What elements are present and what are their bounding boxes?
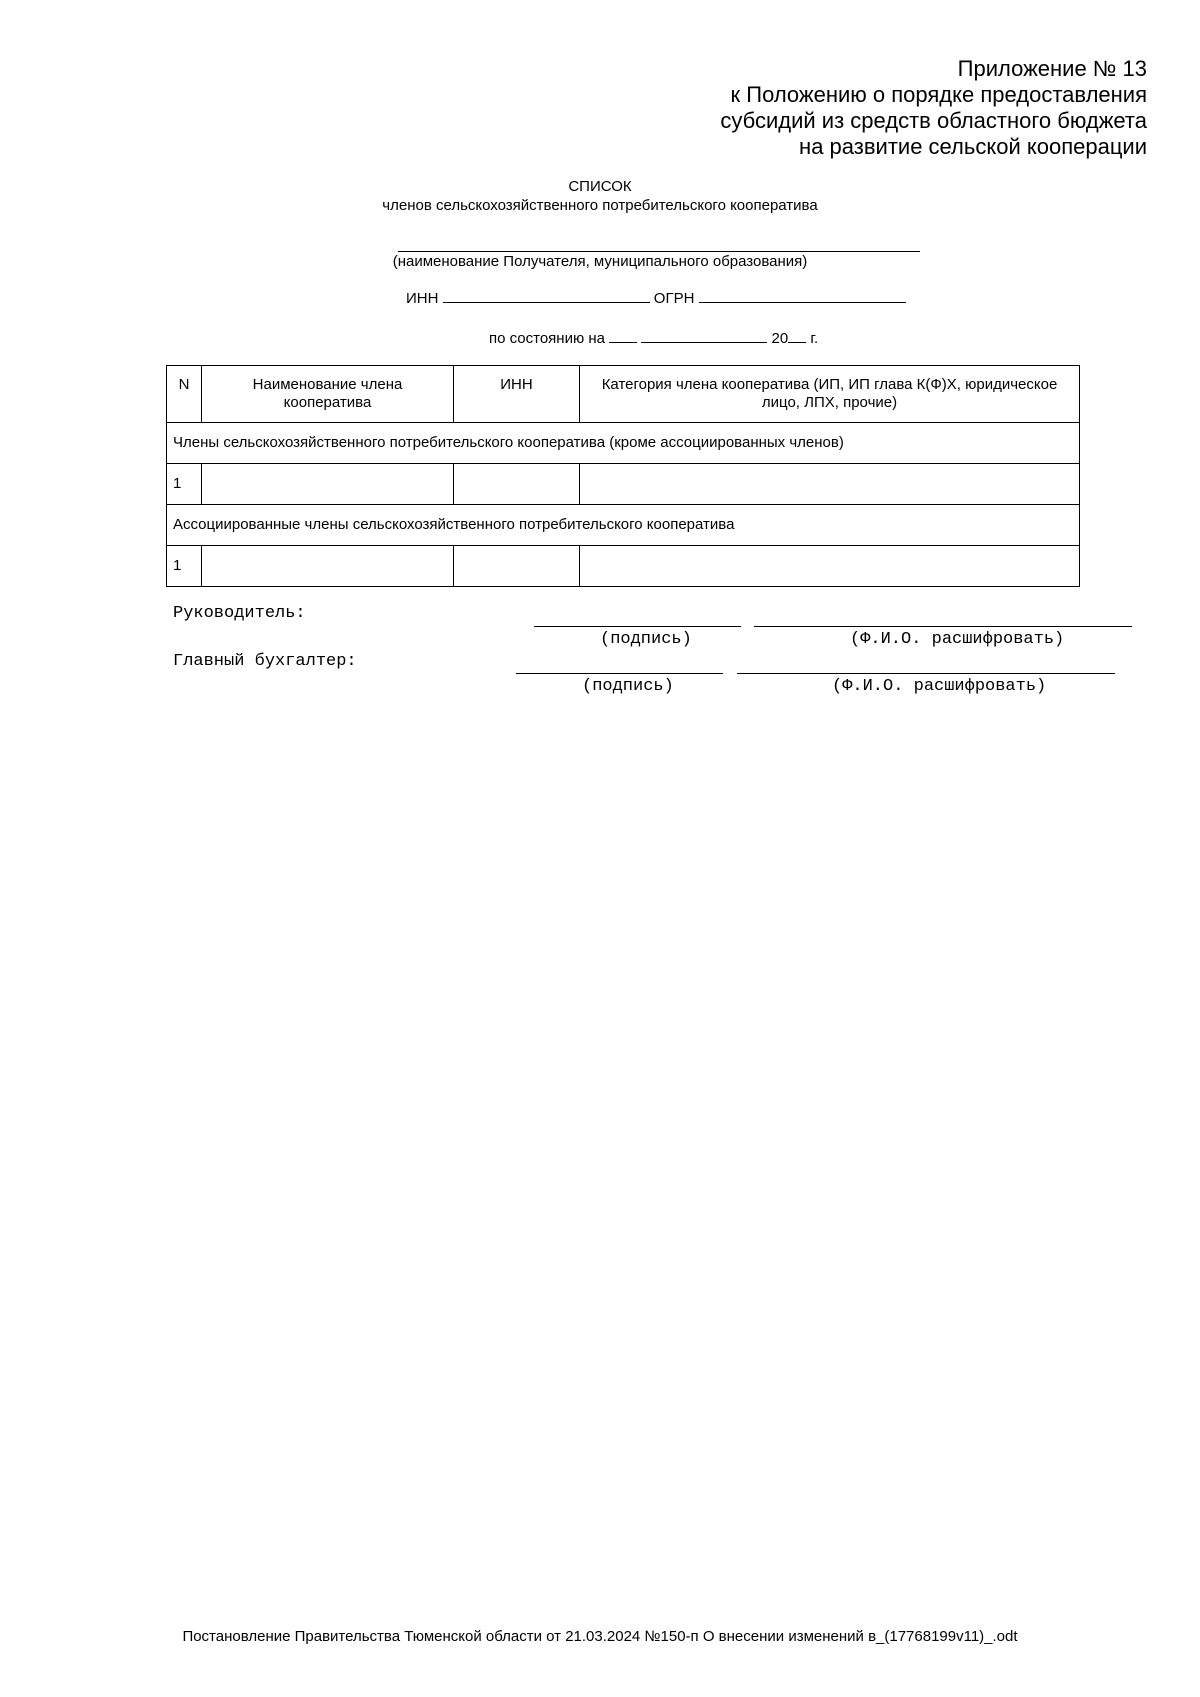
accountant-signature-caption: (подпись): [582, 677, 674, 696]
cell-inn[interactable]: [454, 464, 580, 505]
appendix-line-2: к Положению о порядке предоставления: [730, 82, 1147, 107]
table-header-row: [167, 366, 1080, 423]
cell-member-name[interactable]: [202, 464, 454, 505]
accountant-signature-line[interactable]: [516, 673, 723, 674]
header-inn: ИНН: [454, 366, 580, 423]
section-row-regular-members: [167, 423, 1080, 464]
cell-member-name[interactable]: [202, 546, 454, 587]
as-of-year-suffix: г.: [810, 330, 819, 347]
appendix-line-3: субсидий из средств областного бюджета: [720, 108, 1147, 133]
header-member-name: Наименование члена кооператива: [202, 366, 454, 423]
header-category: Категория члена кооператива (ИП, ИП глава К(Ф)Х, юридическое лицо, ЛПХ, прочие): [580, 366, 1080, 423]
head-name-line[interactable]: [754, 626, 1132, 627]
appendix-line-4: на развитие сельской кооперации: [799, 134, 1147, 159]
document-title: СПИСОК: [568, 178, 632, 195]
header-number: N: [167, 366, 202, 423]
head-signature-caption: (подпись): [600, 630, 692, 649]
cell-inn[interactable]: [454, 546, 580, 587]
recipient-name-line[interactable]: [398, 251, 920, 252]
ids-row: [406, 288, 906, 307]
section-row-associated-members: [167, 505, 1080, 546]
ogrn-field[interactable]: [699, 288, 906, 303]
inn-label: ИНН: [406, 290, 439, 307]
cell-number: 1: [167, 464, 202, 505]
accountant-label: Главный бухгалтер:: [173, 652, 357, 671]
section-title-regular-members: Члены сельскохозяйственного потребительского кооператива (кроме ассоциированных членов): [167, 423, 1080, 464]
head-signature-line[interactable]: [534, 626, 741, 627]
inn-field[interactable]: [443, 288, 650, 303]
head-name-caption: (Ф.И.О. расшифровать): [850, 630, 1065, 649]
as-of-year-field[interactable]: [788, 328, 806, 343]
members-table: [166, 365, 1080, 587]
as-of-month-field[interactable]: [641, 328, 767, 343]
accountant-name-line[interactable]: [737, 673, 1115, 674]
cell-category[interactable]: [580, 464, 1080, 505]
as-of-row: [489, 328, 818, 347]
document-subtitle: членов сельскохозяйственного потребительского кооператива: [382, 197, 818, 214]
recipient-name-caption: (наименование Получателя, муниципального образования): [392, 253, 808, 270]
accountant-name-caption: (Ф.И.О. расшифровать): [832, 677, 1047, 696]
as-of-day-field[interactable]: [609, 328, 637, 343]
appendix-header: [447, 56, 1147, 160]
as-of-year-prefix: 20: [771, 330, 789, 347]
cell-number: 1: [167, 546, 202, 587]
ogrn-label: ОГРН: [653, 290, 695, 307]
document-footer: Постановление Правительства Тюменской области от 21.03.2024 №150-п О внесении изменений в_(17768199v11)_.odt: [182, 1628, 1018, 1645]
table-row: [167, 464, 1080, 505]
appendix-line-1: Приложение № 13: [957, 56, 1147, 81]
cell-category[interactable]: [580, 546, 1080, 587]
head-label: Руководитель:: [173, 604, 306, 623]
section-title-associated-members: Ассоциированные члены сельскохозяйственного потребительского кооператива: [167, 505, 1080, 546]
table-row: [167, 546, 1080, 587]
as-of-label: по состоянию на: [489, 330, 606, 347]
